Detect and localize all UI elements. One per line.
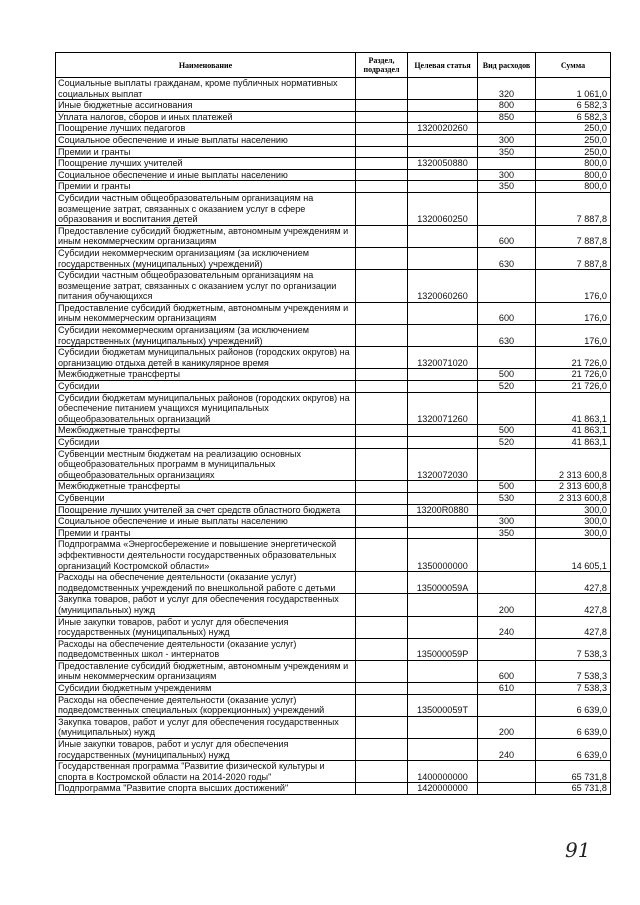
row-name: Субсидии частным общеобразовательным организациям на возмещение затрат, связанных с оказанием услуг в сфере образования и воспитания детей [56, 192, 356, 225]
header-target: Целевая статья [408, 53, 478, 78]
table-row [56, 448, 611, 481]
row-type [478, 270, 536, 303]
row-sum: 800,0 [536, 158, 611, 170]
row-type: 350 [478, 527, 536, 539]
row-target [408, 100, 478, 112]
row-name: Субсидии некоммерческим организациям (за исключением государственных (муниципальных) учреждений) [56, 325, 356, 347]
row-target: 1320020260 [408, 123, 478, 135]
row-section [356, 481, 408, 493]
table-row [56, 111, 611, 123]
row-type: 530 [478, 492, 536, 504]
row-section [356, 381, 408, 393]
row-target [408, 616, 478, 638]
row-target [408, 146, 478, 158]
row-section [356, 694, 408, 716]
row-type: 300 [478, 134, 536, 146]
row-section [356, 761, 408, 783]
table-row [56, 783, 611, 795]
row-section [356, 516, 408, 528]
row-target: 1320072030 [408, 448, 478, 481]
row-sum: 427,8 [536, 594, 611, 616]
row-section [356, 347, 408, 369]
row-sum: 65 731,8 [536, 783, 611, 795]
row-name: Закупка товаров, работ и услуг для обеспечения государственных (муниципальных) нужд [56, 594, 356, 616]
table-row [56, 492, 611, 504]
row-sum: 800,0 [536, 169, 611, 181]
row-target: 1350000000 [408, 539, 478, 572]
row-name: Подпрограмма "Развитие спорта высших достижений" [56, 783, 356, 795]
table-row [56, 572, 611, 594]
row-type [478, 392, 536, 425]
row-target [408, 481, 478, 493]
row-name: Закупка товаров, работ и услуг для обеспечения государственных (муниципальных) нужд [56, 716, 356, 738]
table-row [56, 683, 611, 695]
row-type [478, 694, 536, 716]
table-row [56, 516, 611, 528]
table-row [56, 539, 611, 572]
row-sum: 1 061,0 [536, 78, 611, 100]
row-sum: 176,0 [536, 270, 611, 303]
row-name: Премии и гранты [56, 146, 356, 158]
row-section [356, 302, 408, 324]
row-type: 200 [478, 716, 536, 738]
table-row [56, 347, 611, 369]
table-row [56, 594, 611, 616]
row-target [408, 683, 478, 695]
row-type [478, 347, 536, 369]
table-row [56, 739, 611, 761]
row-section [356, 192, 408, 225]
row-type: 240 [478, 616, 536, 638]
row-sum: 21 726,0 [536, 369, 611, 381]
row-target [408, 381, 478, 393]
header-name: Наименование [56, 53, 356, 78]
row-section [356, 270, 408, 303]
row-target [408, 437, 478, 449]
row-sum: 176,0 [536, 325, 611, 347]
row-target: 1400000000 [408, 761, 478, 783]
budget-document-page [55, 52, 610, 795]
row-sum: 7 538,3 [536, 660, 611, 682]
row-sum: 2 313 600,8 [536, 481, 611, 493]
row-sum: 250,0 [536, 134, 611, 146]
row-name: Расходы на обеспечение деятельности (оказание услуг) подведомственных специальных (коррекционных) учреждений [56, 694, 356, 716]
row-section [356, 247, 408, 269]
row-type: 600 [478, 302, 536, 324]
row-type: 600 [478, 225, 536, 247]
row-type: 500 [478, 425, 536, 437]
row-type: 500 [478, 481, 536, 493]
row-section [356, 437, 408, 449]
row-sum: 7 887,8 [536, 247, 611, 269]
row-sum: 2 313 600,8 [536, 492, 611, 504]
row-section [356, 369, 408, 381]
row-sum: 250,0 [536, 146, 611, 158]
row-section [356, 638, 408, 660]
row-name: Субсидии частным общеобразовательным организациям на возмещение затрат, связанных с оказанием услуг по организации питания обучающихся [56, 270, 356, 303]
row-section [356, 492, 408, 504]
table-row [56, 181, 611, 193]
row-section [356, 527, 408, 539]
row-sum: 41 863,1 [536, 425, 611, 437]
table-row [56, 761, 611, 783]
row-sum: 176,0 [536, 302, 611, 324]
row-type: 850 [478, 111, 536, 123]
row-sum: 250,0 [536, 123, 611, 135]
table-row [56, 270, 611, 303]
row-section [356, 504, 408, 516]
row-type: 240 [478, 739, 536, 761]
row-target [408, 516, 478, 528]
row-name: Субсидии бюджетам муниципальных районов (городских округов) на обеспечение питанием учащихся муниципальных общеобразовательных организаций [56, 392, 356, 425]
row-target [408, 111, 478, 123]
row-type [478, 761, 536, 783]
row-section [356, 146, 408, 158]
row-name: Субсидии [56, 381, 356, 393]
row-section [356, 739, 408, 761]
row-section [356, 181, 408, 193]
row-name: Социальное обеспечение и иные выплаты населению [56, 134, 356, 146]
table-row [56, 481, 611, 493]
row-sum: 7 887,8 [536, 192, 611, 225]
row-type [478, 192, 536, 225]
row-target: 1320071260 [408, 392, 478, 425]
table-row [56, 100, 611, 112]
row-target: 135000059Т [408, 694, 478, 716]
table-row [56, 638, 611, 660]
table-row [56, 392, 611, 425]
row-target: 135000059Р [408, 638, 478, 660]
table-row [56, 437, 611, 449]
row-target [408, 225, 478, 247]
row-sum: 7 538,3 [536, 638, 611, 660]
row-type: 320 [478, 78, 536, 100]
row-name: Субсидии некоммерческим организациям (за исключением государственных (муниципальных) учреждений) [56, 247, 356, 269]
row-target [408, 247, 478, 269]
row-sum: 6 582,3 [536, 111, 611, 123]
row-type [478, 448, 536, 481]
table-row [56, 527, 611, 539]
table-row [56, 225, 611, 247]
table-row [56, 158, 611, 170]
row-name: Государственная программа "Развитие физической культуры и спорта в Костромской области на 2014-2020 годы" [56, 761, 356, 783]
table-body [56, 78, 611, 795]
row-type: 610 [478, 683, 536, 695]
row-type: 600 [478, 660, 536, 682]
row-sum: 21 726,0 [536, 347, 611, 369]
table-row [56, 660, 611, 682]
row-sum: 6 639,0 [536, 739, 611, 761]
row-type: 300 [478, 516, 536, 528]
row-name: Подпрограмма «Энергосбережение и повышение энергетической эффективности деятельности государственных образовательных организаций Костромской области» [56, 539, 356, 572]
table-row [56, 247, 611, 269]
table-row [56, 381, 611, 393]
row-name: Предоставление субсидий бюджетным, автономным учреждениям и иным некоммерческим организациям [56, 302, 356, 324]
row-sum: 6 639,0 [536, 694, 611, 716]
table-row [56, 504, 611, 516]
table-row [56, 716, 611, 738]
row-section [356, 225, 408, 247]
table-header-row [56, 53, 611, 78]
table-row [56, 134, 611, 146]
row-type [478, 638, 536, 660]
row-name: Межбюджетные трансферты [56, 369, 356, 381]
row-sum: 2 313 600,8 [536, 448, 611, 481]
row-name: Социальные выплаты гражданам, кроме публичных нормативных социальных выплат [56, 78, 356, 100]
row-target [408, 739, 478, 761]
header-type: Вид расходов [478, 53, 536, 78]
table-row [56, 694, 611, 716]
row-sum: 6 582,3 [536, 100, 611, 112]
row-section [356, 392, 408, 425]
row-name: Предоставление субсидий бюджетным, автономным учреждениям и иным некоммерческим организациям [56, 225, 356, 247]
table-row [56, 146, 611, 158]
row-type: 500 [478, 369, 536, 381]
row-name: Субсидии бюджетным учреждениям [56, 683, 356, 695]
row-section [356, 594, 408, 616]
row-sum: 65 731,8 [536, 761, 611, 783]
budget-table [55, 52, 611, 795]
row-name: Премии и гранты [56, 181, 356, 193]
row-name: Поощрение лучших учителей [56, 158, 356, 170]
row-sum: 800,0 [536, 181, 611, 193]
row-type: 200 [478, 594, 536, 616]
row-target [408, 527, 478, 539]
row-type [478, 572, 536, 594]
row-target [408, 134, 478, 146]
row-sum: 427,8 [536, 572, 611, 594]
row-target: 1320060260 [408, 270, 478, 303]
row-section [356, 660, 408, 682]
row-name: Социальное обеспечение и иные выплаты населению [56, 516, 356, 528]
row-target: 135000059А [408, 572, 478, 594]
row-target [408, 660, 478, 682]
row-section [356, 783, 408, 795]
table-row [56, 78, 611, 100]
row-type [478, 504, 536, 516]
row-section [356, 448, 408, 481]
row-type [478, 539, 536, 572]
row-target [408, 716, 478, 738]
row-name: Расходы на обеспечение деятельности (оказание услуг) подведомственных учреждений по внешкольной работе с детьми [56, 572, 356, 594]
row-name: Субсидии бюджетам муниципальных районов (городских округов) на организацию отдыха детей в каникулярное время [56, 347, 356, 369]
row-target [408, 369, 478, 381]
row-type: 350 [478, 181, 536, 193]
row-section [356, 78, 408, 100]
row-name: Иные бюджетные ассигнования [56, 100, 356, 112]
row-type: 520 [478, 381, 536, 393]
row-name: Межбюджетные трансферты [56, 481, 356, 493]
row-section [356, 572, 408, 594]
table-row [56, 325, 611, 347]
row-sum: 300,0 [536, 527, 611, 539]
row-target [408, 78, 478, 100]
row-target [408, 181, 478, 193]
row-sum: 41 863,1 [536, 392, 611, 425]
row-type [478, 158, 536, 170]
table-row [56, 616, 611, 638]
row-name: Межбюджетные трансферты [56, 425, 356, 437]
row-target [408, 302, 478, 324]
row-target [408, 594, 478, 616]
row-name: Социальное обеспечение и иные выплаты населению [56, 169, 356, 181]
row-section [356, 425, 408, 437]
row-target [408, 492, 478, 504]
row-section [356, 158, 408, 170]
row-name: Премии и гранты [56, 527, 356, 539]
row-target: 1320050880 [408, 158, 478, 170]
row-type: 350 [478, 146, 536, 158]
row-target: 1320071020 [408, 347, 478, 369]
row-type: 630 [478, 325, 536, 347]
row-sum: 300,0 [536, 504, 611, 516]
row-section [356, 616, 408, 638]
table-row [56, 369, 611, 381]
row-section [356, 325, 408, 347]
row-type: 520 [478, 437, 536, 449]
row-sum: 6 639,0 [536, 716, 611, 738]
page-number: 91 [565, 838, 591, 862]
header-sum: Сумма [536, 53, 611, 78]
row-name: Субвенции местным бюджетам на реализацию основных общеобразовательных программ в муниципальных общеобразовательных организациях [56, 448, 356, 481]
row-name: Поощрение лучших учителей за счет средств областного бюджета [56, 504, 356, 516]
row-sum: 14 605,1 [536, 539, 611, 572]
row-name: Иные закупки товаров, работ и услуг для обеспечения государственных (муниципальных) нужд [56, 739, 356, 761]
row-target: 1420000000 [408, 783, 478, 795]
row-sum: 41 863,1 [536, 437, 611, 449]
row-section [356, 100, 408, 112]
row-section [356, 111, 408, 123]
row-target [408, 325, 478, 347]
row-target: 1320060250 [408, 192, 478, 225]
row-name: Иные закупки товаров, работ и услуг для обеспечения государственных (муниципальных) нужд [56, 616, 356, 638]
row-sum: 21 726,0 [536, 381, 611, 393]
row-type: 300 [478, 169, 536, 181]
row-name: Расходы на обеспечение деятельности (оказание услуг) подведомственных школ - интернатов [56, 638, 356, 660]
row-name: Уплата налогов, сборов и иных платежей [56, 111, 356, 123]
row-sum: 300,0 [536, 516, 611, 528]
table-row [56, 425, 611, 437]
row-type [478, 783, 536, 795]
row-name: Поощрение лучших педагогов [56, 123, 356, 135]
row-type: 800 [478, 100, 536, 112]
row-target [408, 425, 478, 437]
row-name: Предоставление субсидий бюджетным, автономным учреждениям и иным некоммерческим организациям [56, 660, 356, 682]
row-section [356, 539, 408, 572]
row-sum: 7 538,3 [536, 683, 611, 695]
row-type: 630 [478, 247, 536, 269]
row-section [356, 716, 408, 738]
header-section: Раздел, подраздел [356, 53, 408, 78]
row-target: 13200R0880 [408, 504, 478, 516]
table-row [56, 192, 611, 225]
row-sum: 427,8 [536, 616, 611, 638]
table-row [56, 123, 611, 135]
row-target [408, 169, 478, 181]
row-section [356, 683, 408, 695]
row-section [356, 169, 408, 181]
row-name: Субвенции [56, 492, 356, 504]
row-type [478, 123, 536, 135]
row-name: Субсидии [56, 437, 356, 449]
row-sum: 7 887,8 [536, 225, 611, 247]
table-row [56, 302, 611, 324]
row-section [356, 123, 408, 135]
row-section [356, 134, 408, 146]
table-row [56, 169, 611, 181]
